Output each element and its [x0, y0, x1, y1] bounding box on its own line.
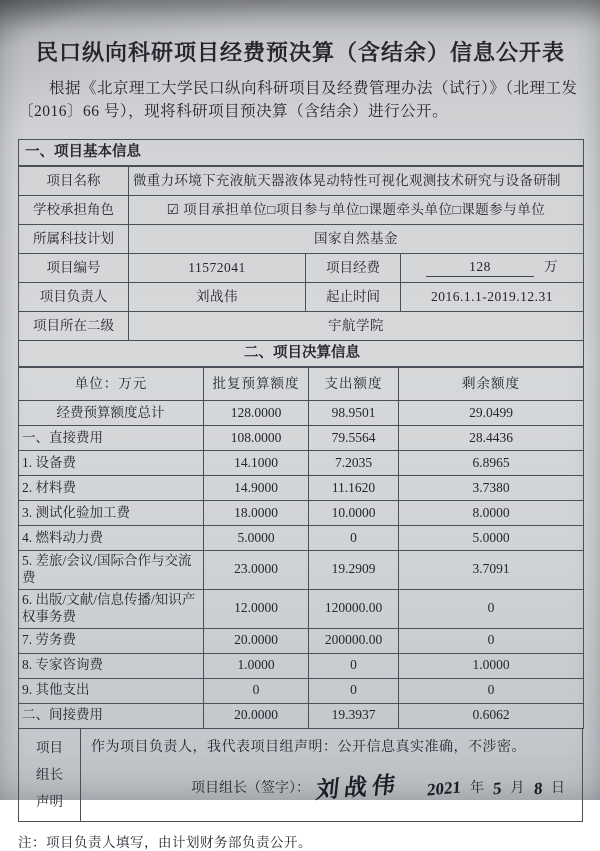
column-header-spent: 支出额度 [309, 367, 399, 401]
remaining-amount: 29.0499 [399, 401, 584, 426]
handwritten-signature: 刘战伟 [314, 771, 402, 804]
funding-unit: 万 [544, 259, 558, 275]
budget-item: 5. 差旅/会议/国际合作与交流费 [19, 551, 204, 590]
remaining-amount: 0.6062 [399, 703, 584, 728]
budget-item: 7. 劳务费 [19, 628, 204, 653]
period-value: 2016.1.1-2019.12.31 [401, 283, 584, 312]
budget-item: 经费预算额度总计 [19, 401, 204, 426]
footnote: 注：项目负责人填写，由计划财务部负责公开。 [18, 834, 312, 850]
intro-paragraph: 根据《北京理工大学民口纵向科研项目及经费管理办法（试行）》（北理工发〔2016〕66 号），现将科研项目预决算（含结余）进行公开。 [18, 80, 578, 120]
statement-side-line: 声明 [36, 794, 63, 809]
budget-column-header-row [19, 367, 584, 401]
program-row [19, 225, 584, 254]
school-unit-label: 项目所在二级 [19, 312, 129, 341]
statement-row [19, 728, 583, 821]
project-leader-value: 刘战伟 [129, 283, 306, 312]
funding-amount: 128 [426, 259, 534, 277]
statement-body-cell [81, 728, 583, 821]
section-1-header-row [19, 140, 584, 167]
section-2-header-row [19, 341, 584, 368]
project-name-value: 微重力环境下充液航天器液体晃动特性可视化观测技术研究与设备研制 [129, 166, 584, 196]
budget-row-testing [19, 501, 584, 526]
budget-item: 1. 设备费 [19, 451, 204, 476]
approved-amount: 1.0000 [204, 653, 309, 678]
project-leader-row [19, 283, 584, 312]
school-unit-value: 宇航学院 [129, 312, 584, 341]
budget-item: 二、间接费用 [19, 703, 204, 728]
approved-amount: 20.0000 [204, 628, 309, 653]
section-2-title: 二、项目决算信息 [19, 341, 584, 368]
budget-row-indirect [19, 703, 584, 728]
spent-amount: 7.2035 [309, 451, 399, 476]
handwritten-day: 8 [533, 778, 543, 799]
remaining-amount: 6.8965 [399, 451, 584, 476]
program-label: 所属科技计划 [19, 225, 129, 254]
column-header-approved: 批复预算额度 [204, 367, 309, 401]
month-suffix: 月 [510, 780, 525, 796]
budget-row-labor [19, 628, 584, 653]
approved-amount: 14.1000 [204, 451, 309, 476]
spent-amount: 0 [309, 526, 399, 551]
budget-row-fuel-power [19, 526, 584, 551]
spent-amount: 0 [309, 678, 399, 703]
spent-amount: 11.1620 [309, 476, 399, 501]
statement-side-label [19, 728, 81, 821]
budget-row-direct [19, 426, 584, 451]
spent-amount: 10.0000 [309, 501, 399, 526]
page-title: 民口纵向科研项目经费预决算（含结余）信息公开表 [35, 40, 565, 65]
approved-amount: 0 [204, 678, 309, 703]
project-name-label: 项目名称 [19, 166, 129, 196]
budget-row-other [19, 678, 584, 703]
project-number-label: 项目编号 [19, 254, 129, 283]
handwritten-year: 2021 [426, 777, 462, 800]
school-role-row [19, 196, 584, 225]
spent-amount: 19.3937 [309, 703, 399, 728]
signature-label: 项目组长（签字）： [191, 780, 310, 796]
declaration-text: 作为项目负责人，我代表项目组声明：公开信息真实准确，不涉密。 [91, 739, 526, 755]
approved-amount: 108.0000 [204, 426, 309, 451]
column-header-unit: 单位：万元 [19, 367, 204, 401]
budget-item: 3. 测试化验加工费 [19, 501, 204, 526]
approved-amount: 18.0000 [204, 501, 309, 526]
budget-row-total [19, 401, 584, 426]
budget-item: 9. 其他支出 [19, 678, 204, 703]
remaining-amount: 5.0000 [399, 526, 584, 551]
remaining-amount: 8.0000 [399, 501, 584, 526]
spent-amount: 200000.00 [309, 628, 399, 653]
approved-amount: 20.0000 [204, 703, 309, 728]
statement-side-line: 组长 [36, 767, 63, 782]
budget-table [18, 340, 584, 729]
spent-amount: 98.9501 [309, 401, 399, 426]
project-number-row [19, 254, 584, 283]
approved-amount: 23.0000 [204, 551, 309, 590]
spent-amount: 120000.00 [309, 589, 399, 628]
statement-table [18, 728, 583, 822]
budget-item: 4. 燃料动力费 [19, 526, 204, 551]
spent-amount: 0 [309, 653, 399, 678]
funding-value-cell [401, 254, 584, 283]
spent-amount: 19.2909 [309, 551, 399, 590]
signature-date [423, 778, 570, 799]
school-unit-row [19, 312, 584, 341]
statement-side-line: 项目 [36, 740, 63, 755]
approved-amount: 128.0000 [204, 401, 309, 426]
project-name-row [19, 166, 584, 196]
day-suffix: 日 [551, 780, 565, 796]
project-leader-label: 项目负责人 [19, 283, 129, 312]
remaining-amount: 0 [399, 589, 584, 628]
column-header-remaining: 剩余额度 [399, 367, 584, 401]
approved-amount: 5.0000 [204, 526, 309, 551]
school-role-label: 学校承担角色 [19, 196, 129, 225]
spent-amount: 79.5564 [309, 426, 399, 451]
budget-item: 8. 专家咨询费 [19, 653, 204, 678]
remaining-amount: 0 [399, 628, 584, 653]
budget-item: 2. 材料费 [19, 476, 204, 501]
project-number-value: 11572041 [129, 254, 306, 283]
remaining-amount: 0 [399, 678, 584, 703]
section-1-title: 一、项目基本信息 [19, 140, 584, 167]
remaining-amount: 1.0000 [399, 653, 584, 678]
budget-row-equipment [19, 451, 584, 476]
approved-amount: 12.0000 [204, 589, 309, 628]
remaining-amount: 3.7380 [399, 476, 584, 501]
year-suffix: 年 [470, 780, 484, 796]
basic-info-table [18, 139, 584, 341]
funding-label: 项目经费 [306, 254, 401, 283]
school-role-checkboxes: ☑ 项目承担单位□项目参与单位□课题牵头单位□课题参与单位 [129, 196, 584, 225]
remaining-amount: 3.7091 [399, 551, 584, 590]
budget-item: 一、直接费用 [19, 426, 204, 451]
budget-row-publication [19, 589, 584, 628]
remaining-amount: 28.4436 [399, 426, 584, 451]
budget-row-travel [19, 551, 584, 590]
budget-item: 6. 出版/文献/信息传播/知识产权事务费 [19, 589, 204, 628]
handwritten-month: 5 [492, 778, 502, 799]
program-value: 国家自然基金 [129, 225, 584, 254]
budget-row-materials [19, 476, 584, 501]
budget-row-consulting [19, 653, 584, 678]
period-label: 起止时间 [306, 283, 401, 312]
signature-row [91, 771, 574, 804]
approved-amount: 14.9000 [204, 476, 309, 501]
